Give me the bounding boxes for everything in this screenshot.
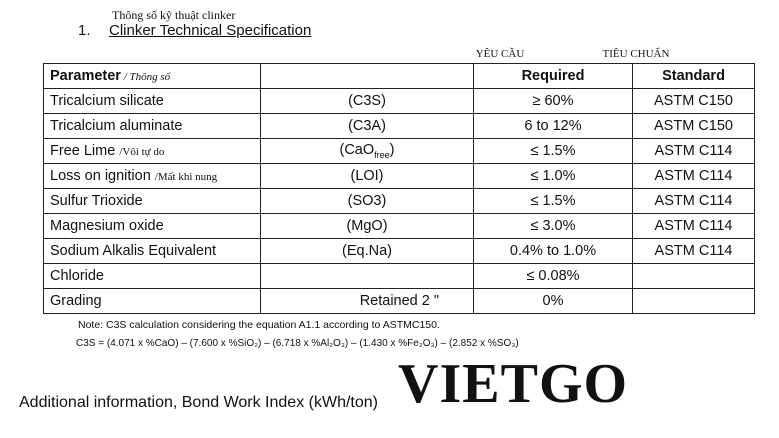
cell-parameter: Chloride — [44, 264, 261, 289]
cell-formula — [261, 264, 474, 289]
cell-formula: (C3S) — [261, 89, 474, 114]
cell-formula: Retained 2 " — [261, 289, 474, 314]
cell-parameter: Sodium Alkalis Equivalent — [44, 239, 261, 264]
header-formula — [261, 64, 474, 89]
cell-required: ≤ 1.5% — [474, 139, 633, 164]
header-parameter-viet: / Thông số — [120, 71, 171, 83]
cell-standard — [633, 289, 755, 314]
header-standard: Standard — [633, 64, 755, 89]
cell-parameter: Tricalcium silicate — [44, 89, 261, 114]
section-number: 1. — [78, 22, 91, 39]
table-row — [44, 89, 755, 114]
cell-formula: (MgO) — [261, 214, 474, 239]
cell-standard: ASTM C150 — [633, 114, 755, 139]
table-row — [44, 239, 755, 264]
vietgo-watermark: VIETGO — [398, 353, 629, 415]
cell-formula-subscript: free — [374, 149, 390, 160]
document-subtitle-vietnamese: Thông số kỹ thuật clinker — [112, 8, 236, 22]
cell-formula-end: ) — [389, 142, 395, 159]
footnote: Note: C3S calculation considering the equation A1.1 according to ASTMC150. — [78, 319, 440, 331]
cell-parameter: Magnesium oxide — [44, 214, 261, 239]
cell-required: 0% — [474, 289, 633, 314]
header-required: Required — [474, 64, 633, 89]
cell-standard — [633, 264, 755, 289]
additional-info: Additional information, Bond Work Index (kWh/ton) — [19, 394, 378, 411]
cell-parameter — [44, 139, 261, 164]
table-header-row — [44, 64, 755, 89]
specification-table — [43, 63, 755, 314]
cell-required: ≤ 1.5% — [474, 189, 633, 214]
table-row — [44, 214, 755, 239]
cell-parameter-viet: /Mất khi nung — [154, 171, 218, 183]
cell-required: 0.4% to 1.0% — [474, 239, 633, 264]
cell-parameter-label: Loss on ignition — [50, 168, 155, 184]
cell-required: ≤ 1.0% — [474, 164, 633, 189]
table-row — [44, 264, 755, 289]
cell-standard: ASTM C114 — [633, 164, 755, 189]
cell-parameter: Tricalcium aluminate — [44, 114, 261, 139]
cell-required: 6 to 12% — [474, 114, 633, 139]
table-row — [44, 164, 755, 189]
cell-required: ≤ 0.08% — [474, 264, 633, 289]
column-label-standard-vietnamese: TIÊU CHUẨN — [602, 48, 670, 60]
table-row — [44, 114, 755, 139]
section-heading — [78, 22, 311, 39]
cell-formula-main: (CaO — [339, 142, 375, 159]
cell-formula: (LOI) — [261, 164, 474, 189]
cell-standard: ASTM C114 — [633, 189, 755, 214]
cell-parameter-viet: /Vôi tự do — [119, 146, 165, 158]
cell-standard: ASTM C114 — [633, 139, 755, 164]
table-row — [44, 289, 755, 314]
cell-formula: (Eq.Na) — [261, 239, 474, 264]
cell-standard: ASTM C114 — [633, 239, 755, 264]
cell-required: ≤ 3.0% — [474, 214, 633, 239]
column-label-required-vietnamese: YÊU CẦU — [475, 48, 525, 60]
cell-standard: ASTM C114 — [633, 214, 755, 239]
table-row — [44, 139, 755, 164]
cell-parameter: Grading — [44, 289, 261, 314]
cell-parameter: Sulfur Trioxide — [44, 189, 261, 214]
cell-formula — [261, 139, 474, 164]
table-row — [44, 189, 755, 214]
header-parameter-label: Parameter — [50, 68, 121, 84]
cell-standard: ASTM C150 — [633, 89, 755, 114]
cell-required: ≥ 60% — [474, 89, 633, 114]
cell-parameter — [44, 164, 261, 189]
cell-formula: (SO3) — [261, 189, 474, 214]
header-parameter — [44, 64, 261, 89]
cell-parameter-label: Free Lime — [50, 143, 120, 159]
c3s-formula: C3S = (4.071 x %CaO) – (7.600 x %SiO₂) – (6.718 x %Al₂O₃) – (1.430 x %Fe₂O₃) – (2.852 x %SO₃) — [76, 338, 519, 349]
section-title: Clinker Technical Specification — [109, 22, 312, 39]
cell-formula: (C3A) — [261, 114, 474, 139]
